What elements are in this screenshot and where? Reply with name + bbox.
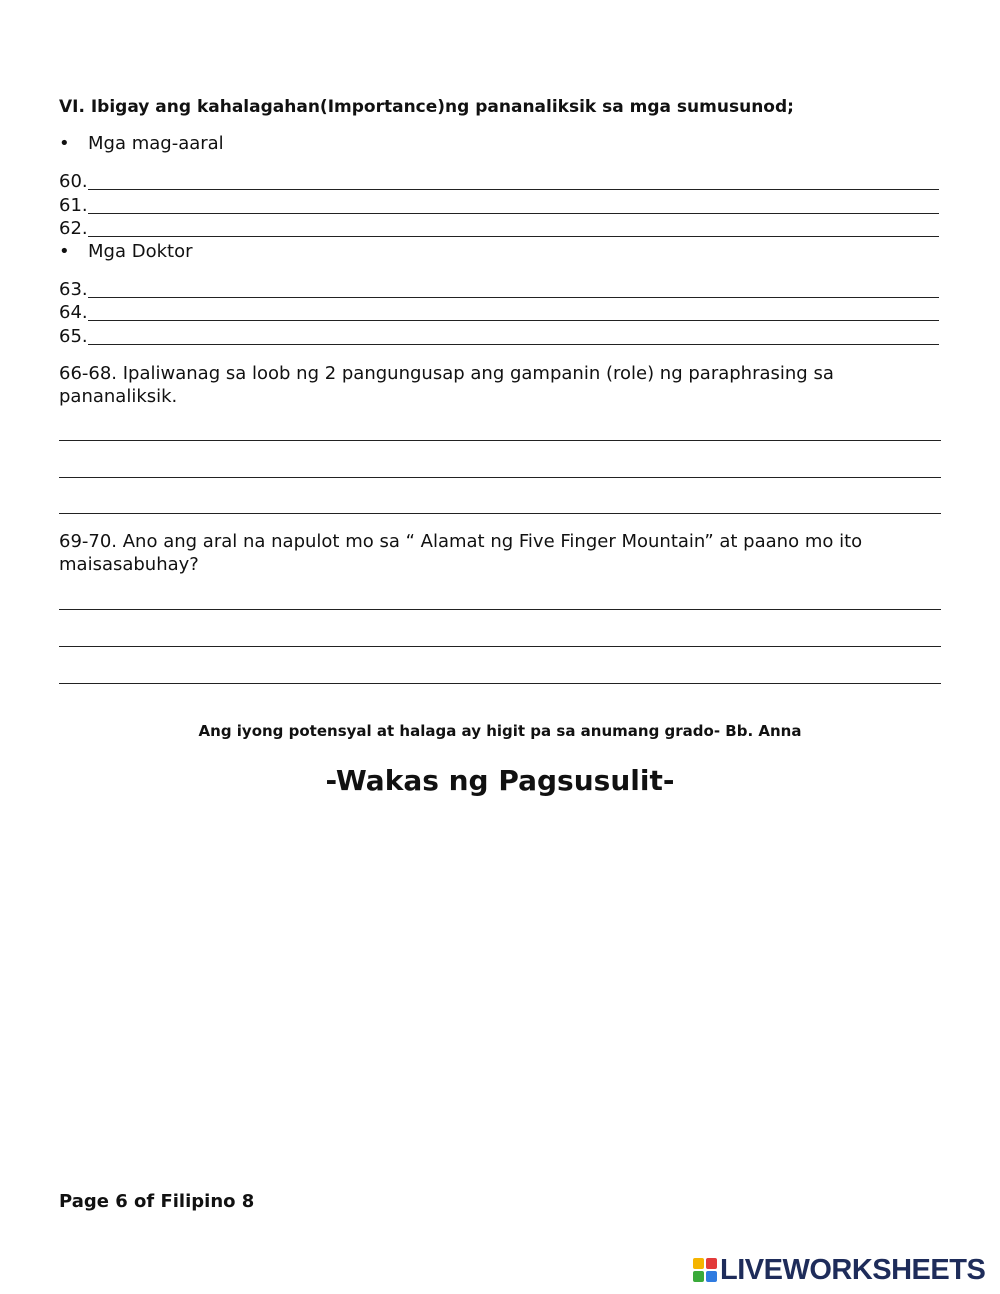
answer-line-64[interactable] <box>59 301 939 323</box>
page-label: Page 6 of Filipino 8 <box>59 1191 255 1212</box>
end-title: -Wakas ng Pagsusulit- <box>325 764 675 797</box>
group-label-students <box>59 133 224 154</box>
answer-line-65[interactable] <box>59 325 939 347</box>
answer-blank[interactable] <box>88 171 939 190</box>
answer-rule-69-70-2[interactable] <box>59 646 941 647</box>
answer-rule-66-68-2[interactable] <box>59 477 941 478</box>
liveworksheets-logo <box>692 1254 985 1286</box>
answer-line-62[interactable] <box>59 217 939 239</box>
answer-rule-66-68-3[interactable] <box>59 513 941 514</box>
answer-rule-66-68-1[interactable] <box>59 440 941 441</box>
answer-blank[interactable] <box>88 302 939 321</box>
item-number: 60. <box>59 171 88 192</box>
answer-line-60[interactable] <box>59 170 939 192</box>
answer-rule-69-70-3[interactable] <box>59 683 941 684</box>
liveworksheets-logo-icon <box>692 1257 718 1283</box>
section-heading: VI. Ibigay ang kahalagahan(Importance)ng pananaliksik sa mga sumusunod; <box>59 97 794 117</box>
question-69-70: 69-70. Ano ang aral na napulot mo sa “ Alamat ng Five Finger Mountain” at paano mo ito maisasabuhay? <box>59 531 863 575</box>
item-number: 61. <box>59 195 88 216</box>
answer-blank[interactable] <box>88 218 939 237</box>
group-label-text: Mga Doktor <box>88 241 193 262</box>
closing-quote: Ang iyong potensyal at halaga ay higit pa sa anumang grado- Bb. Anna <box>198 722 802 740</box>
answer-line-63[interactable] <box>59 278 939 300</box>
item-number: 65. <box>59 326 88 347</box>
item-number: 64. <box>59 302 88 323</box>
question-66-68: 66-68. Ipaliwanag sa loob ng 2 pangungusap ang gampanin (role) ng paraphrasing sa pananaliksik. <box>59 363 834 407</box>
answer-rule-69-70-1[interactable] <box>59 609 941 610</box>
item-number: 63. <box>59 279 88 300</box>
bullet-icon: • <box>59 133 70 154</box>
answer-line-61[interactable] <box>59 194 939 216</box>
answer-blank[interactable] <box>88 326 939 345</box>
liveworksheets-logo-text: LIVEWORKSHEETS <box>720 1253 986 1286</box>
group-label-text: Mga mag-aaral <box>88 133 224 154</box>
answer-blank[interactable] <box>88 195 939 214</box>
item-number: 62. <box>59 218 88 239</box>
group-label-doctors <box>59 241 192 262</box>
answer-blank[interactable] <box>88 279 939 298</box>
bullet-icon: • <box>59 241 70 262</box>
